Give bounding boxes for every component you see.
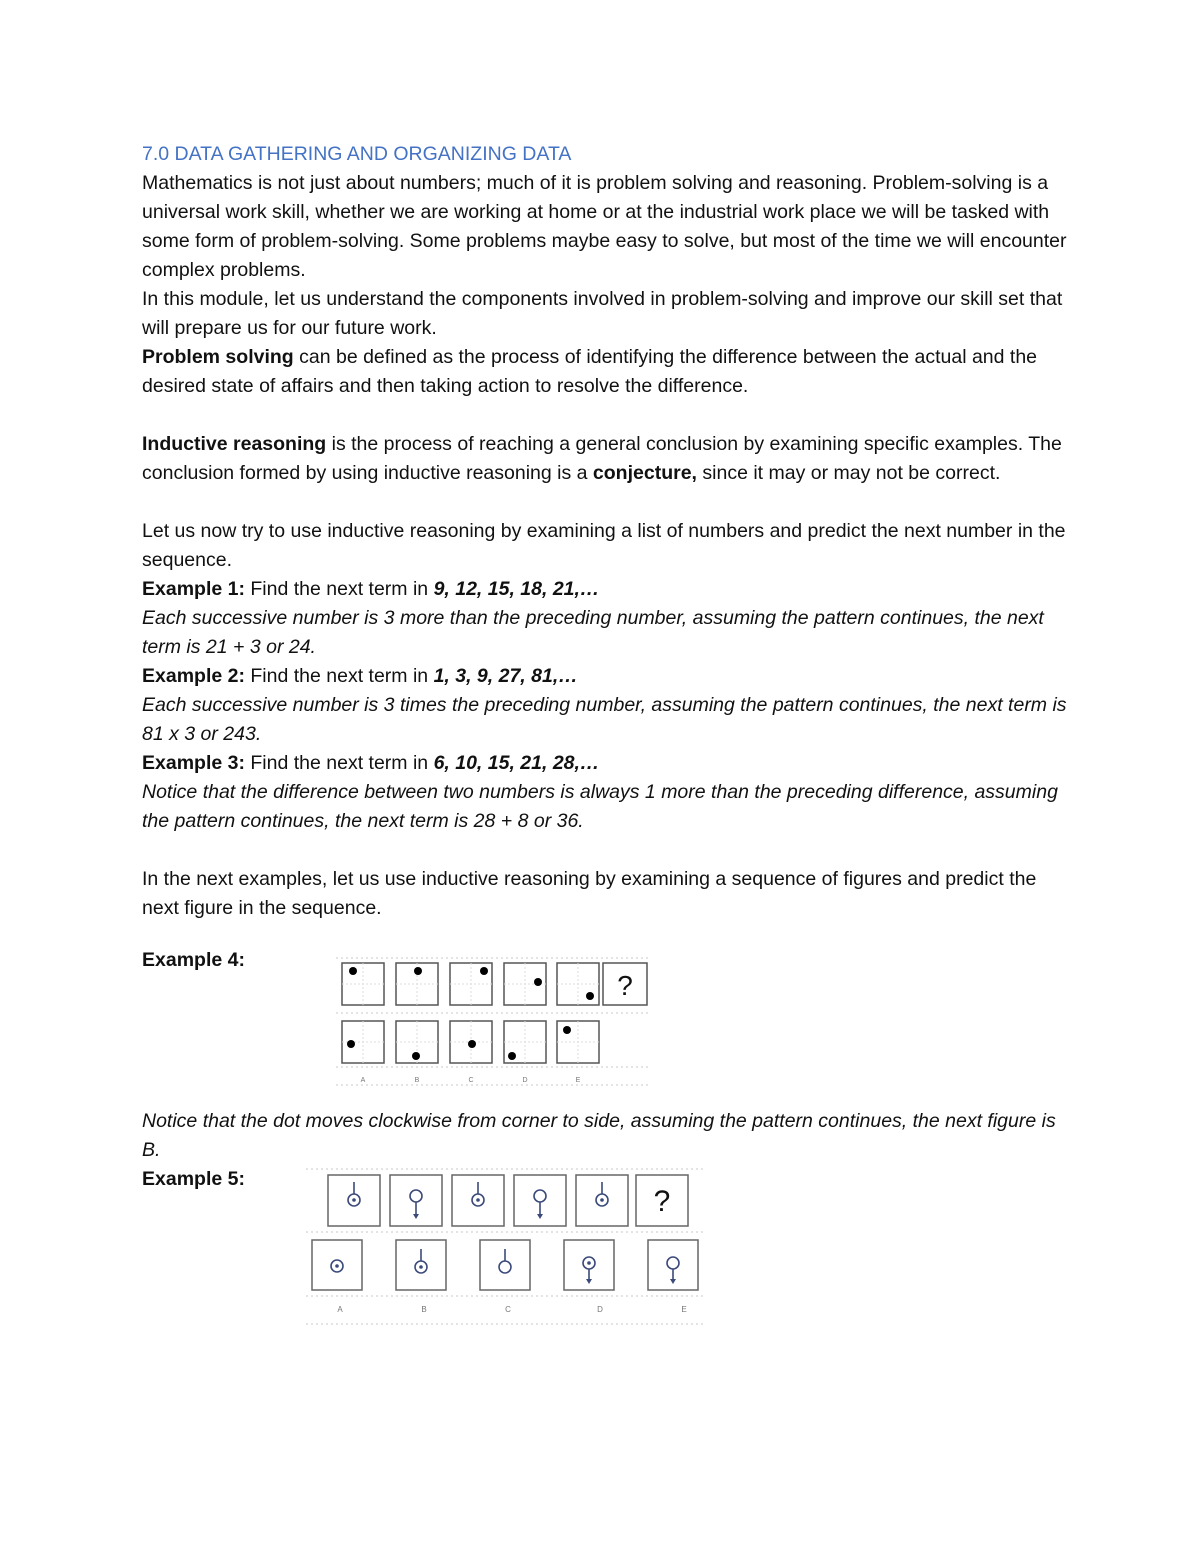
figures-intro: In the next examples, let us use inductive reasoning by examining a sequence of figures and predict the next figure in the sequence. — [142, 868, 1037, 919]
example-3-prompt-text: Find the next term in — [244, 752, 434, 774]
example-1-sequence: 9, 12, 15, 18, 21,… — [433, 578, 600, 600]
example-1-prompt-text: Find the next term in — [244, 578, 434, 600]
choice-label-c: C — [468, 1077, 474, 1084]
dot — [347, 1040, 355, 1048]
example-2-label: Example 2: — [142, 665, 245, 687]
example-3-label: Example 3: — [142, 752, 245, 774]
problem-solving-definition — [142, 343, 1072, 401]
inductive-reasoning-definition — [142, 430, 1072, 488]
choice-label-c: C — [505, 1305, 511, 1314]
dot — [600, 1198, 604, 1202]
example-5-figure — [306, 1166, 706, 1328]
intro-paragraph-1: Mathematics is not just about numbers; much of it is problem solving and reasoning. Problem-solving is a universal work skill, whether we are working at home or at the industrial work place we will be tasked with some form of problem-solving. Some problems maybe easy to solve, but most of the time we will encounter complex problems. — [142, 172, 1067, 281]
choice-label-a: A — [360, 1077, 366, 1084]
choice-label-b: B — [414, 1077, 420, 1084]
section-heading: 7.0 DATA GATHERING AND ORGANIZING DATA — [142, 143, 572, 165]
example-3-answer: Notice that the difference between two numbers is always 1 more than the preceding difference, assuming the pattern continues, the next term is 28 + 8 or 36. — [142, 781, 1058, 832]
inductive-reasoning-term: Inductive reasoning — [142, 433, 327, 455]
dot — [468, 1040, 476, 1048]
dot — [419, 1265, 423, 1269]
dot — [587, 1261, 591, 1265]
choice-label-a: A — [337, 1305, 343, 1314]
example-3-prompt — [142, 749, 1072, 778]
dot — [349, 967, 357, 975]
dot — [414, 967, 422, 975]
document-page — [142, 140, 1072, 923]
choice-label-d: D — [597, 1305, 603, 1314]
example-4-answer: Notice that the dot moves clockwise from corner to side, assuming the pattern continues, the next figure is B. — [142, 1110, 1056, 1161]
dot — [534, 978, 542, 986]
example-2-prompt-text: Find the next term in — [244, 665, 434, 687]
dot — [412, 1052, 420, 1060]
problem-solving-text: can be defined as the process of identifying the difference between the actual and the desired state of affairs and then taking action to resolve the difference. — [142, 346, 1038, 397]
conjecture-term: conjecture, — [592, 462, 697, 484]
dot — [476, 1198, 480, 1202]
example-1-prompt — [142, 575, 1072, 604]
dot — [352, 1198, 356, 1202]
choice-label-b: B — [421, 1305, 427, 1314]
inductive-text-2: since it may or may not be correct. — [696, 462, 1001, 484]
example-4-figure — [336, 955, 651, 1090]
numbers-intro: Let us now try to use inductive reasoning by examining a list of numbers and predict the next number in the sequence. — [142, 520, 1066, 571]
choice-label-d: D — [522, 1077, 528, 1084]
example-2-answer: Each successive number is 3 times the preceding number, assuming the pattern continues, the next term is 81 x 3 or 243. — [142, 694, 1067, 745]
question-mark: ? — [653, 1185, 671, 1218]
dot — [508, 1052, 516, 1060]
example-3-sequence: 6, 10, 15, 21, 28,… — [433, 752, 600, 774]
inductive-text-1: is the process of reaching a general conclusion by examining specific examples. The conclusion formed by using inductive reasoning is a — [142, 433, 1062, 484]
example-5-label: Example 5: — [142, 1168, 245, 1190]
example-2-prompt — [142, 662, 1072, 691]
question-mark: ? — [617, 970, 633, 1001]
example-2-sequence: 1, 3, 9, 27, 81,… — [433, 665, 578, 687]
example-4-label: Example 4: — [142, 949, 245, 971]
example-1-answer: Each successive number is 3 more than the preceding number, assuming the pattern continues, the next term is 21 + 3 or 24. — [142, 607, 1044, 658]
dot — [335, 1264, 339, 1268]
choice-label-e: E — [681, 1305, 687, 1314]
intro-paragraph-2: In this module, let us understand the components involved in problem-solving and improve our skill set that will prepare us for our future work. — [142, 288, 1063, 339]
problem-solving-term: Problem solving — [142, 346, 294, 368]
choice-box-b — [396, 1240, 446, 1290]
dot — [563, 1026, 571, 1034]
dot — [586, 992, 594, 1000]
choice-box-c — [480, 1240, 530, 1290]
choice-label-e: E — [575, 1077, 581, 1084]
example-1-label: Example 1: — [142, 578, 245, 600]
dot — [480, 967, 488, 975]
